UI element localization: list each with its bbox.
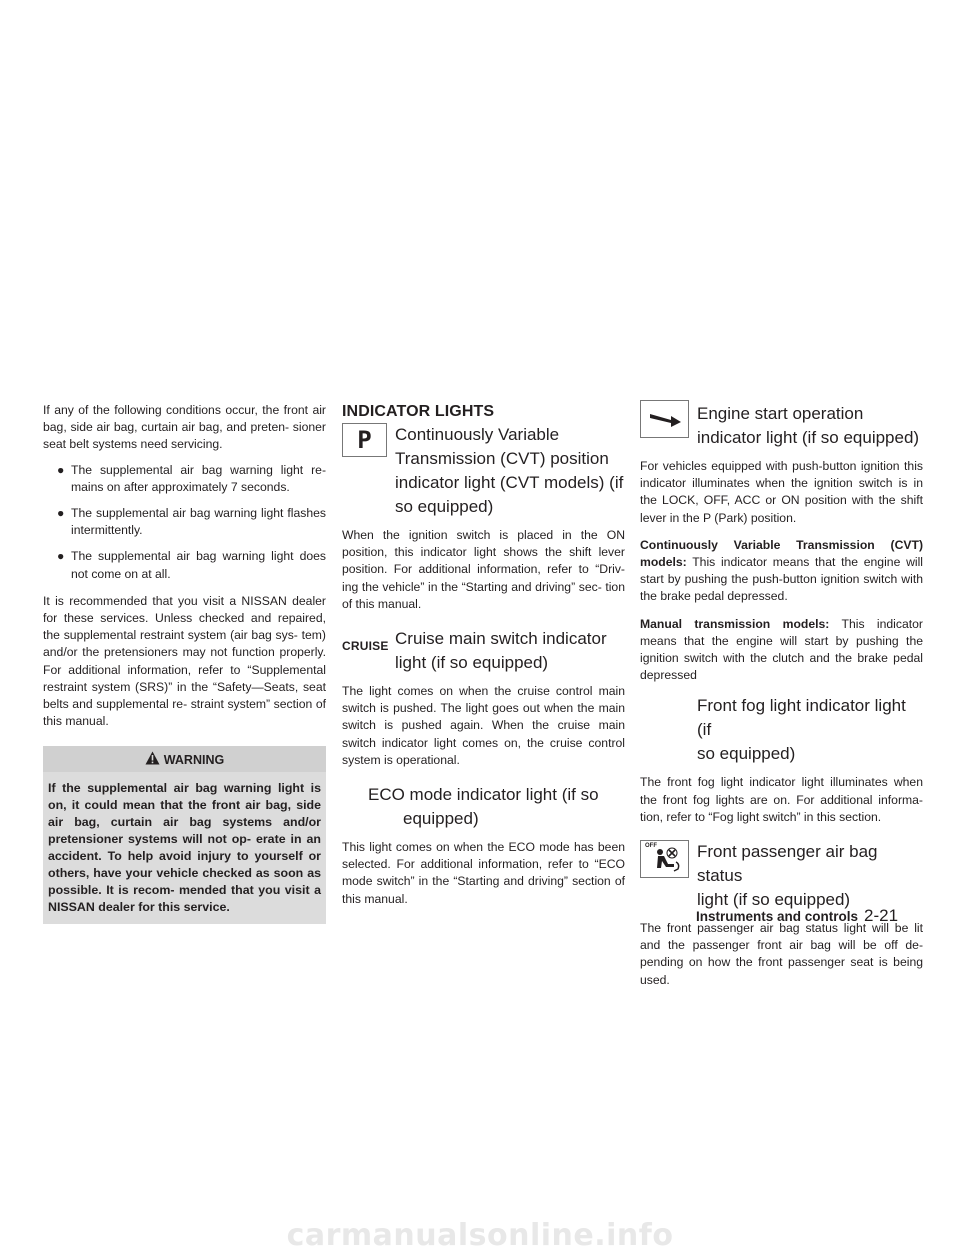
- page-number: 2-21: [864, 906, 899, 925]
- list-item: ● The supplemental air bag warning light re- mains on after approximately 7 seconds.: [57, 462, 326, 494]
- bullet-icon: ●: [57, 462, 65, 477]
- left-column: [43, 402, 326, 924]
- airbag-intro-paragraph: If any of the following conditions occur, the front air bag, side air bag, curtain air bag, and preten- sioner seat belt systems need servicing.: [43, 403, 326, 452]
- fog-light-block: [640, 694, 923, 826]
- list-item: ● The supplemental air bag warning light does not come on at all.: [57, 549, 326, 581]
- warning-triangle-icon: [145, 751, 160, 768]
- dealer-recommend-paragraph: It is recommended that you visit a NISSAN dealer for these services. Unless checked and repaired, the supplemental restraint system (air bag sys- tem) and/or the pretensioners may not function properly. For additional information, refer to “Supplemental restraint system (SRS)” in the “Safety—Seats, seat belts and supplemental re- straint system” section of this manual.: [43, 593, 326, 729]
- passenger-airbag-title: Front passenger air bag status light (if so equipped): [697, 842, 878, 910]
- engine-start-manual-paragraph: Manual transmission models: This indicator means that the engine will start by pushing the ignition switch with the clutch and the brake pedal depressed: [640, 616, 923, 683]
- engine-start-block: [640, 402, 923, 684]
- eco-icon: [342, 783, 368, 817]
- section-title: INDICATOR LIGHTS: [342, 403, 495, 420]
- middle-column: [342, 402, 625, 908]
- cvt-position-icon: P: [342, 423, 387, 457]
- warning-title: WARNING: [163, 752, 225, 767]
- warning-text: If the supplemental air bag warning light is on, it could mean that the front air bag, side air bag, curtain air bag systems and/or pretensioner systems will not op- erate in an accident. To help avoid injury to yourself or others, have your vehicle checked as soon as possible. It is recom- mended that you visit a NISSAN dealer for this service.: [48, 781, 321, 914]
- cruise-indicator-body: The light comes on when the cruise control main switch is pushed. The light goes out when the main switch is pushed again. When the cruise main switch indicator light comes on, the cruise control system is operational.: [342, 684, 625, 767]
- right-column: [640, 402, 923, 989]
- cvt-indicator-block: [342, 423, 625, 613]
- watermark: carmanualsonline.info: [286, 1218, 674, 1253]
- warning-header: [43, 746, 326, 772]
- passenger-airbag-icon: OFF: [640, 840, 689, 878]
- cruise-icon: CRUISE: [342, 627, 387, 661]
- engine-start-icon: [640, 400, 689, 438]
- engine-start-cvt-paragraph: Continuously Variable Transmission (CVT) models: This indicator means that the engine will start by pushing the push-button ignition switch with the brake pedal depressed.: [640, 537, 923, 604]
- warning-box: [43, 746, 326, 923]
- eco-indicator-title: ECO mode indicator light (if so equipped): [368, 785, 599, 829]
- bullet-icon: ●: [57, 549, 65, 564]
- fog-light-title: Front fog light indicator light (if so equipped): [697, 696, 906, 764]
- cvt-indicator-body: When the ignition switch is placed in the ON position, this indicator light shows the shift lever position. For additional information, refer to “Driv- ing the vehicle” in the “Starting and driving” sec- tion of this manual.: [342, 528, 625, 611]
- bullet-icon: ●: [57, 506, 65, 521]
- cruise-indicator-title: Cruise main switch indicator light (if so equipped): [395, 629, 607, 673]
- footer-section-title: Instruments and controls: [696, 909, 859, 924]
- eco-indicator-block: [342, 783, 625, 908]
- list-item: ● The supplemental air bag warning light flashes intermittently.: [57, 506, 326, 538]
- eco-indicator-body: This light comes on when the ECO mode has been selected. For additional information, refer to “ECO mode switch” in the “Starting and driving” section of this manual.: [342, 840, 625, 906]
- engine-start-body: For vehicles equipped with push-button ignition this indicator illuminates when the ignition switch is in the LOCK, OFF, ACC or ON position with the shift lever in the P (Park) position.: [640, 459, 923, 525]
- engine-start-title: Engine start operation indicator light (if so equipped): [697, 404, 920, 447]
- fog-light-icon: [640, 694, 697, 728]
- fog-light-body: The front fog light indicator light illuminates when the front fog lights are on. For additional informa- tion, refer to “Fog light switch” in this section.: [640, 775, 923, 824]
- cvt-indicator-title: Continuously Variable Transmission (CVT) position indicator light (CVT models) (if so equipped): [395, 425, 624, 516]
- airbag-conditions-list: [43, 462, 326, 583]
- passenger-airbag-body: The front passenger air bag status light will be lit and the passenger front air bag will be off de- pending on how the front passenger seat is being used.: [640, 921, 923, 987]
- page-footer: [696, 906, 898, 926]
- cruise-indicator-block: [342, 627, 625, 769]
